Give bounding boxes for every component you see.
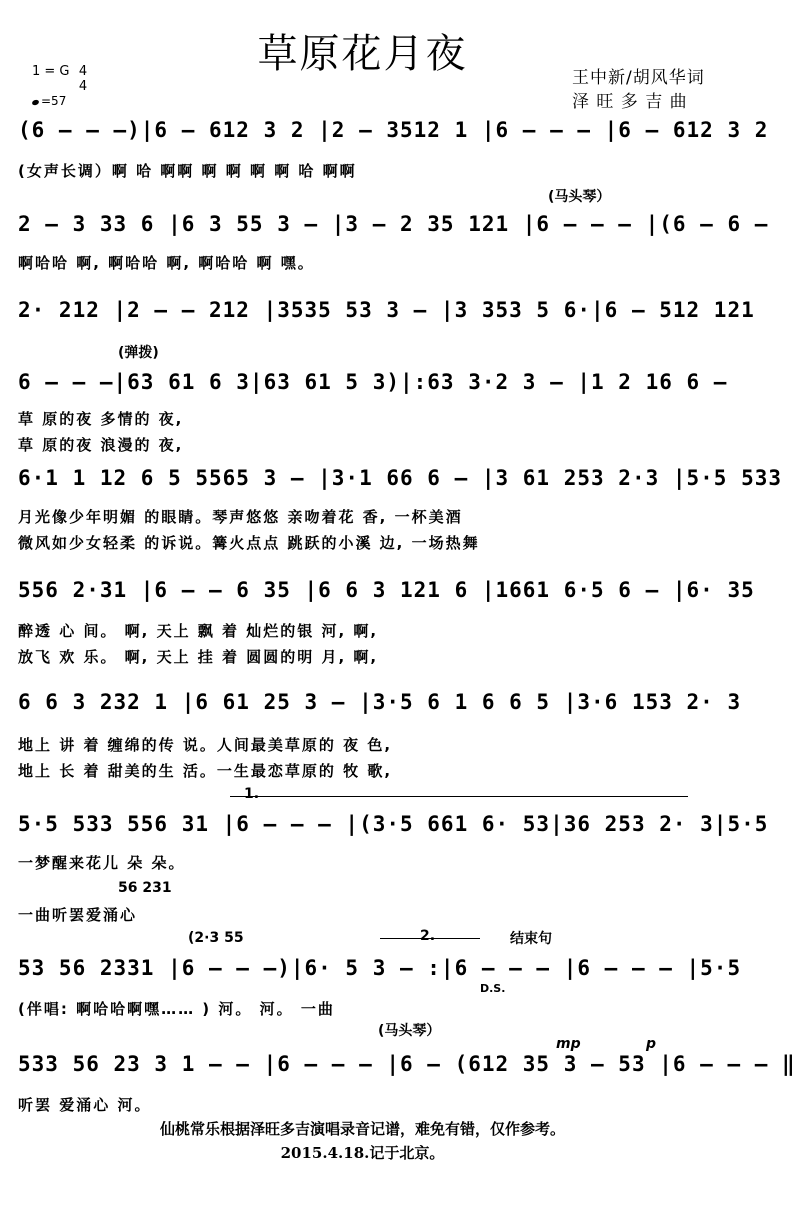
song-title: 草原花月夜 bbox=[257, 31, 468, 77]
footer-note: 仙桃常乐根据泽旺多吉演唱录音记谱，难免有错，仅作参考。 bbox=[159, 1120, 565, 1138]
system-8-lyrics-1: 一梦醒来花儿 朵 朵。 bbox=[18, 854, 186, 872]
system-9-notes: 53 56 2331 |6 – – –)|6· 5 3 – :|6 – – – |6 – – – |5·5 bbox=[18, 956, 742, 980]
tempo-value: =57 bbox=[41, 94, 67, 108]
ds-mark: D.S. bbox=[480, 982, 506, 995]
system-8-alt-notes: 56 231 bbox=[118, 880, 172, 896]
credits bbox=[572, 66, 705, 114]
system-8-alt-lyrics: 一曲听罢爱涌心 bbox=[18, 906, 138, 924]
system-10-notes: 533 56 23 3 1 – – |6 – – – |6 – (612 35 3 – 53 |6 – – – ‖ bbox=[18, 1052, 796, 1076]
time-top: 4 bbox=[78, 64, 88, 79]
system-9-pickup: (2·3 55 bbox=[188, 930, 244, 946]
system-6-lyrics-2: 放飞 欢 乐。 啊, 天上 挂 着 圆圆的明 月, 啊, bbox=[18, 648, 379, 666]
system-7-lyrics-2: 地上 长 着 甜美的生 活。一生最恋草原的 牧 歌, bbox=[18, 762, 393, 780]
coda-label: 结束句 bbox=[510, 931, 552, 947]
volta-2-label: 2. bbox=[420, 928, 436, 944]
footer-date: 2015.4.18.记于北京。 bbox=[280, 1144, 445, 1162]
system-6-notes: 556 2·31 |6 – – 6 35 |6 6 3 121 6 |1661 6·5 6 – |6· 35 bbox=[18, 578, 755, 602]
system-2-notes: 2 – 3 33 6 |6 3 55 3 – |3 – 2 35 121 |6 – – – |(6 – 6 – bbox=[18, 212, 769, 236]
dynamic-mp: mp bbox=[556, 1036, 581, 1052]
dynamic-p: p bbox=[646, 1036, 657, 1052]
system-8-notes: 5·5 533 556 31 |6 – – – |(3·5 661 6· 53|36 253 2· 3|5·5 bbox=[18, 812, 769, 836]
system-7-notes: 6 6 3 232 1 |6 61 25 3 – |3·5 6 1 6 6 5 |3·6 153 2· 3 bbox=[18, 690, 742, 714]
system-2-marker: (马头琴） bbox=[548, 189, 611, 205]
system-4-lyrics-1: 草 原的夜 多情的 夜, bbox=[18, 410, 184, 428]
key-signature bbox=[32, 64, 88, 94]
system-2-lyrics-1: 啊哈哈 啊, 啊哈哈 啊, 啊哈哈 啊 嘿。 bbox=[18, 254, 315, 272]
system-10-lyrics-1: 听罢 爱涌心 河。 bbox=[18, 1096, 152, 1114]
tempo-marking bbox=[32, 94, 66, 108]
system-1-notes: (6 – – –)|6 – 612 3 2 |2 – 3512 1 |6 – – – |6 – 612 3 2 bbox=[18, 118, 769, 142]
system-3-marker: (弹拨) bbox=[118, 345, 159, 361]
system-6-lyrics-1: 醉透 心 间。 啊, 天上 飘 着 灿烂的银 河, 啊, bbox=[18, 622, 379, 640]
system-4-lyrics-2: 草 原的夜 浪漫的 夜, bbox=[18, 436, 184, 454]
volta-1-label: 1. bbox=[244, 786, 260, 802]
time-signature bbox=[76, 64, 90, 94]
system-5-lyrics-1: 月光像少年明媚 的眼睛。琴声悠悠 亲吻着花 香, 一杯美酒 bbox=[18, 508, 463, 526]
system-5-lyrics-2: 微风如少女轻柔 的诉说。篝火点点 跳跃的小溪 边, 一场热舞 bbox=[18, 534, 480, 552]
system-10-marker: (马头琴） bbox=[378, 1023, 441, 1039]
system-1-lyrics-1: (女声长调）啊 哈 啊啊 啊 啊 啊 啊 哈 啊啊 bbox=[18, 162, 357, 180]
volta-1-bracket bbox=[230, 796, 688, 807]
system-7-lyrics-1: 地上 讲 着 缠绵的传 说。人间最美草原的 夜 色, bbox=[18, 736, 393, 754]
key-label: 1 = G bbox=[32, 64, 70, 79]
composer: 泽 旺 多 吉 曲 bbox=[572, 92, 688, 112]
quarter-note-icon bbox=[31, 99, 39, 106]
system-3-notes: 2· 212 |2 – – 212 |3535 53 3 – |3 353 5 6·|6 – 512 121 bbox=[18, 298, 755, 322]
system-9-lyrics-1: (伴唱: 啊哈哈啊嘿…… ) 河。 河。 一曲 bbox=[18, 1000, 335, 1018]
time-bottom: 4 bbox=[78, 79, 88, 94]
lyricist: 王中新/胡风华词 bbox=[572, 68, 705, 88]
system-5-notes: 6·1 1 12 6 5 5565 3 – |3·1 66 6 – |3 61 253 2·3 |5·5 533 bbox=[18, 466, 783, 490]
system-4-notes: 6 – – –|63 61 6 3|63 61 5 3)|:63 3·2 3 – |1 2 16 6 – bbox=[18, 370, 728, 394]
